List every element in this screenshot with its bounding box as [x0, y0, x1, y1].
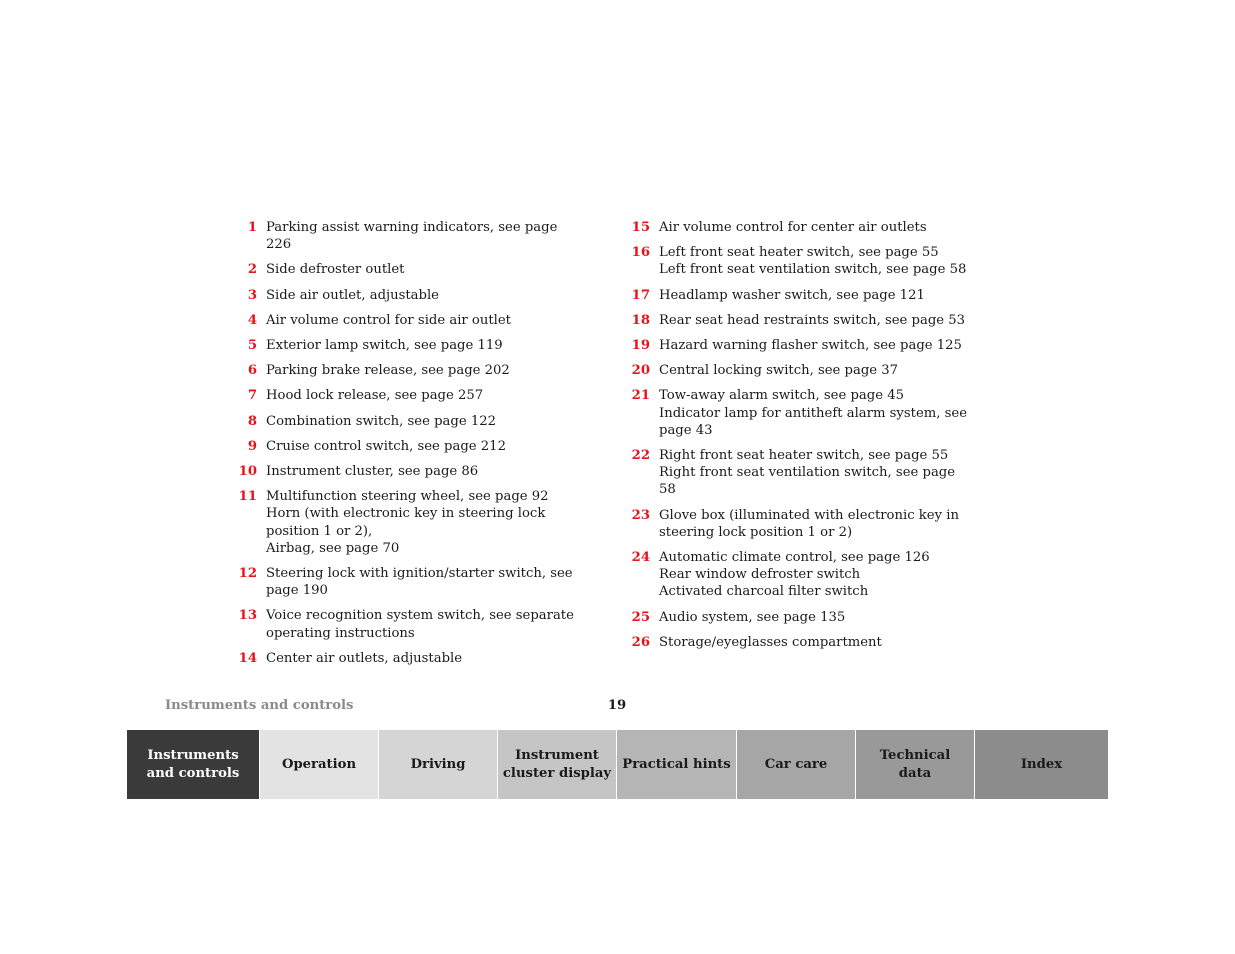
legend-item-text: Storage/eyeglasses compartment — [659, 634, 882, 650]
legend-item-number: 13 — [238, 608, 257, 624]
legend-item — [629, 362, 974, 379]
legend-item-text: Parking assist warning indicators, see page 226 — [266, 220, 558, 253]
legend-item — [629, 387, 974, 439]
legend-item-text: Exterior lamp switch, see page 119 — [266, 338, 503, 354]
tab-driving[interactable]: Driving — [379, 730, 498, 799]
legend-item — [236, 488, 586, 557]
footer-section-title: Instruments and controls — [165, 698, 354, 713]
legend-item-text: Side defroster outlet — [266, 262, 405, 278]
legend-item — [236, 565, 586, 599]
legend-item-text: Rear seat head restraints switch, see page 53 — [659, 312, 966, 328]
legend-item-number: 17 — [631, 287, 650, 303]
tab-instruments-and-controls[interactable]: Instruments and controls — [127, 730, 260, 799]
legend-item — [629, 447, 974, 499]
legend-item — [629, 244, 974, 278]
legend-item-number: 6 — [247, 363, 257, 379]
legend-item-text: Glove box (illuminated with electronic key in steering lock position 1 or 2) — [659, 507, 959, 540]
legend-item — [236, 607, 586, 641]
legend-item — [629, 609, 974, 626]
legend-item-text: Air volume control for side air outlet — [266, 312, 511, 328]
legend-item-text: Center air outlets, adjustable — [266, 650, 463, 666]
legend-item-text: Hazard warning flasher switch, see page 125 — [659, 338, 962, 354]
legend-item-text: Voice recognition system switch, see separate operating instructions — [266, 608, 574, 641]
legend-item-text: Audio system, see page 135 — [659, 609, 846, 625]
legend-item-text: Cruise control switch, see page 212 — [266, 438, 506, 454]
legend-item-number: 24 — [631, 550, 650, 566]
legend-item — [236, 438, 586, 455]
legend-item-number: 4 — [247, 312, 257, 328]
legend-item — [629, 287, 974, 304]
legend-item-number: 14 — [238, 650, 257, 666]
left-legend-list — [236, 219, 586, 675]
legend-item-text: Right front seat heater switch, see page 55 Right front seat ventilation switch, see page 58 — [659, 448, 956, 498]
legend-item-text: Combination switch, see page 122 — [266, 413, 497, 429]
legend-item — [629, 312, 974, 329]
legend-item-number: 25 — [631, 609, 650, 625]
legend-item — [236, 387, 586, 404]
legend-item — [236, 463, 586, 480]
legend-item-text: Automatic climate control, see page 126 Rear window defroster switch Activated charcoal filter switch — [659, 550, 930, 600]
legend-item-number: 9 — [247, 438, 257, 454]
legend-item — [236, 337, 586, 354]
legend-item-number: 15 — [631, 220, 650, 235]
tab-index[interactable]: Index — [975, 730, 1108, 799]
legend-item — [236, 362, 586, 379]
legend-item — [236, 650, 586, 667]
legend-item-number: 21 — [631, 388, 650, 404]
legend-item-text: Air volume control for center air outlets — [659, 220, 927, 235]
tab-practical-hints[interactable]: Practical hints — [617, 730, 737, 799]
legend-item-text: Central locking switch, see page 37 — [659, 363, 899, 379]
legend-item-text: Headlamp washer switch, see page 121 — [659, 287, 925, 303]
tab-instrument-cluster-display[interactable]: Instrument cluster display — [498, 730, 617, 799]
legend-item — [629, 507, 974, 541]
tab-operation[interactable]: Operation — [260, 730, 379, 799]
legend-item — [236, 312, 586, 329]
tab-car-care[interactable]: Car care — [737, 730, 856, 799]
legend-item-number: 26 — [631, 634, 650, 650]
legend-item-number: 3 — [247, 287, 257, 303]
right-legend-list — [629, 219, 974, 659]
legend-item — [629, 337, 974, 354]
legend-item-text: Side air outlet, adjustable — [266, 287, 439, 303]
legend-item — [236, 261, 586, 278]
legend-item-number: 5 — [247, 338, 257, 354]
legend-item-number: 11 — [238, 489, 257, 505]
legend-item-text: Parking brake release, see page 202 — [266, 363, 510, 379]
legend-item-text: Left front seat heater switch, see page 55 Left front seat ventilation switch, see page 58 — [659, 245, 967, 278]
legend-item — [629, 634, 974, 651]
legend-item-number: 20 — [631, 363, 650, 379]
legend-item-text: Hood lock release, see page 257 — [266, 388, 484, 404]
legend-item — [236, 287, 586, 304]
legend-item-number: 19 — [631, 338, 650, 354]
legend-item-number: 12 — [238, 566, 257, 582]
legend-item — [629, 219, 974, 236]
legend-item-number: 18 — [631, 312, 650, 328]
tab-technical-data[interactable]: Technical data — [856, 730, 975, 799]
section-tab-bar — [127, 730, 1108, 799]
legend-item-number: 2 — [247, 262, 257, 278]
legend-item-number: 8 — [247, 413, 257, 429]
legend-item-text: Tow-away alarm switch, see page 45 Indicator lamp for antitheft alarm system, see page 43 — [659, 388, 968, 438]
legend-item-number: 16 — [631, 245, 650, 261]
legend-item — [236, 219, 586, 253]
legend-item-text: Instrument cluster, see page 86 — [266, 464, 479, 480]
legend-item-number: 7 — [247, 388, 257, 404]
legend-item — [236, 413, 586, 430]
legend-item-number: 23 — [631, 507, 650, 523]
legend-item-number: 10 — [238, 464, 257, 480]
legend-item — [629, 549, 974, 601]
legend-item-number: 22 — [631, 448, 650, 464]
legend-item-text: Multifunction steering wheel, see page 92 Horn (with electronic key in steering lock position 1 or 2), Airbag, see page 70 — [266, 489, 549, 556]
legend-item-number: 1 — [247, 220, 257, 235]
page-number: 19 — [607, 698, 627, 713]
legend-item-text: Steering lock with ignition/starter switch, see page 190 — [266, 566, 573, 599]
